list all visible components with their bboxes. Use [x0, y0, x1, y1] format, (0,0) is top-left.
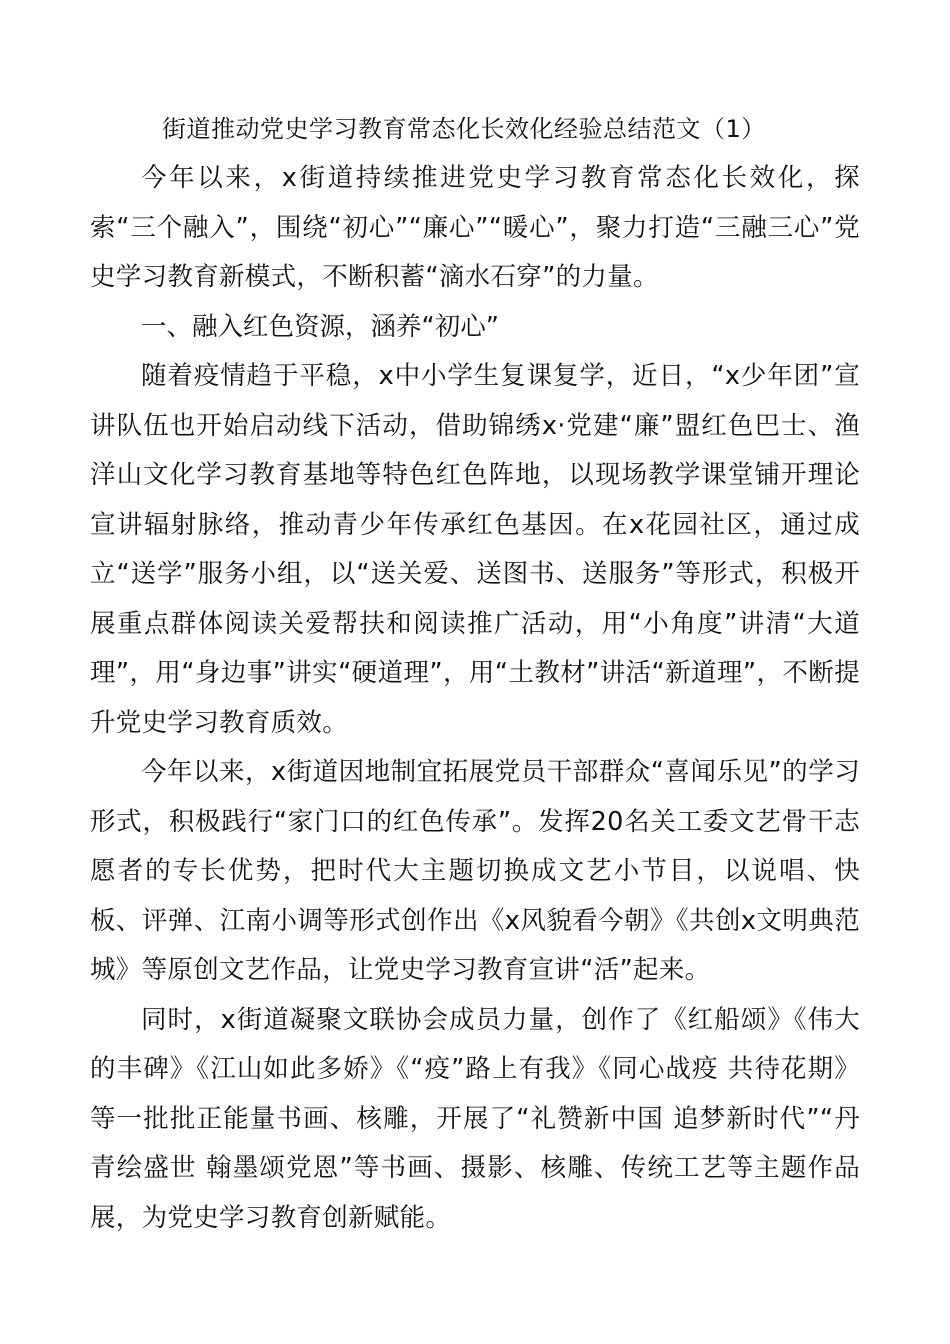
section-heading-1: 一、融入红色资源，涵养“初心” [141, 311, 499, 342]
paragraph-intro: 今年以来，x街道持续推进党史学习教育常态化长效化，探索“三个融入”，围绕“初心”“廉心”“暖心”，聚力打造“三融三心”党史学习教育新模式，不断积蓄“滴水石穿”的力量。 [90, 163, 860, 292]
document-title: 街道推动党史学习教育常态化长效化经验总结范文（1） [162, 115, 766, 143]
paragraph-red-resources: 随着疫情趋于平稳，x中小学生复课复学，近日，“x少年团”宣讲队伍也开始启动线下活动，借助锦绣x·党建“廉”盟红色巴士、渔洋山文化学习教育基地等特色红色阵地，以现场教学课堂铺开理论宣讲辐射脉络，推动青少年传承红色基因。在x花园社区，通过成立“送学”服务小组，以“送关爱、送图书、送服务”等形式，积极开展重点群体阅读关爱帮扶和阅读推广活动，用“小角度”讲清“大道理”，用“身边事”讲实“硬道理”，用“土教材”讲活“新道理”，不断提升党史学习教育质效。 [90, 361, 860, 738]
paragraph-learning-forms: 今年以来，x街道因地制宜拓展党员干部群众“喜闻乐见”的学习形式，积极践行“家门口的红色传承”。发挥20名关工委文艺骨干志愿者的专长优势，把时代大主题切换成文艺小节目，以说唱、快板、评弹、江南小调等形式创作出《x风貌看今朝》《共创x文明典范城》等原创文艺作品，让党史学习教育宣讲“活”起来。 [90, 757, 860, 985]
paragraph-arts-exhibitions: 同时，x街道凝聚文联协会成员力量，创作了《红船颂》《伟大的丰碑》《江山如此多娇》《“疫”路上有我》《同心战疫 共待花期》等一批批正能量书画、核雕，开展了“礼赞新中国 追梦新时代”“丹青绘盛世 翰墨颂党恩”等书画、摄影、核雕、传统工艺等主题作品展，为党史学习教育创新赋能。 [90, 1004, 860, 1233]
document-page [90, 104, 860, 1243]
